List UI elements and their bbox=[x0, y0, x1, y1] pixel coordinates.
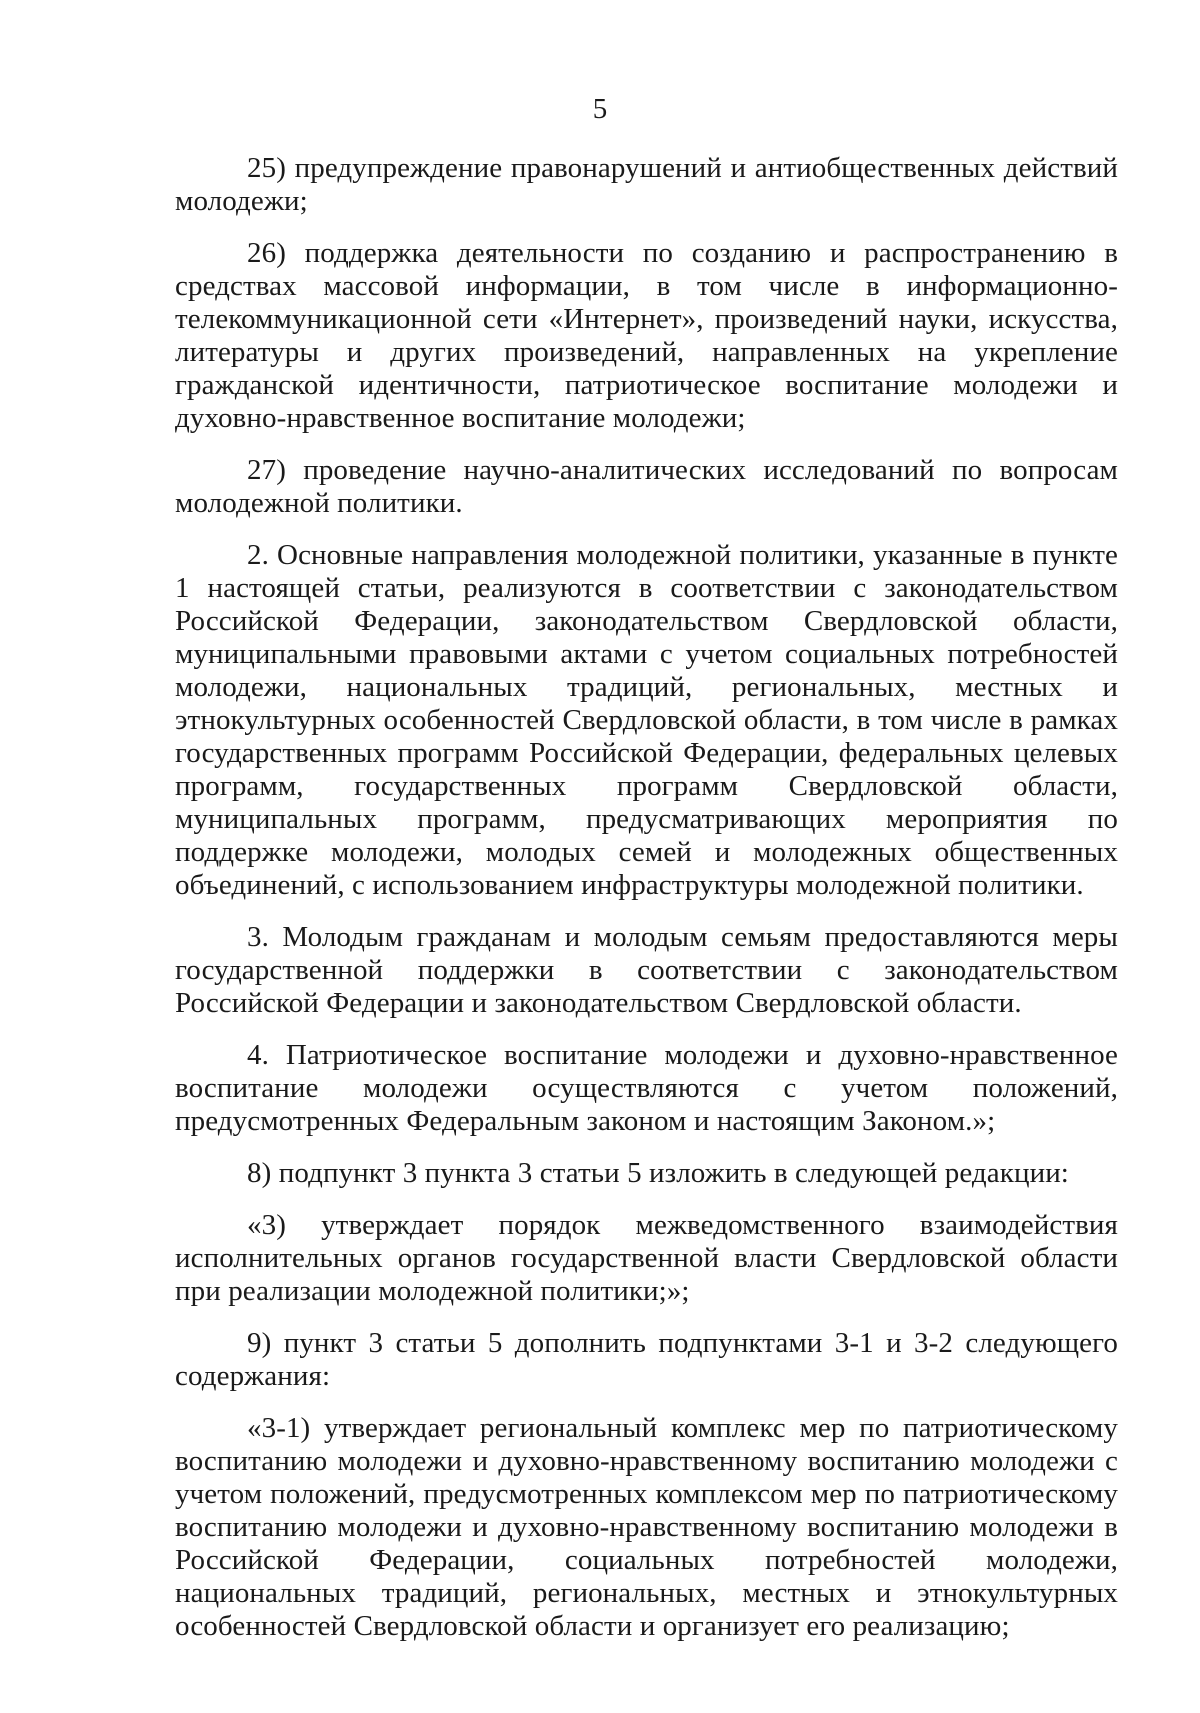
paragraph-amendment-9: 9) пункт 3 статьи 5 дополнить подпунктами 3-1 и 3-2 следующего содержания: bbox=[175, 1327, 1118, 1392]
paragraph-item-27: 27) проведение научно-аналитических исследований по вопросам молодежной политики. bbox=[175, 454, 1118, 519]
page-number: 5 bbox=[592, 93, 608, 125]
paragraph-clause-2: 2. Основные направления молодежной политики, указанные в пункте 1 настоящей статьи, реализуются в соответствии с законодательством Российской Федерации, законодательством Свердловской области, муниципальными правовыми актами с учетом социальных потребностей молодежи, национальных традиций, региональных, местных и этнокультурных особенностей Свердловской области, в том числе в рамках государственных программ Российской Федерации, федеральных целевых программ, государственных программ Свердловской области, муниципальных программ, предусматривающих мероприятия по поддержке молодежи, молодых семей и молодежных общественных объединений, с использованием инфраструктуры молодежной политики. bbox=[175, 539, 1118, 901]
paragraph-subitem-3-1: «3-1) утверждает региональный комплекс мер по патриотическому воспитанию молодежи и духовно-нравственному воспитанию молодежи с учетом положений, предусмотренных комплексом мер по патриотическому воспитанию молодежи и духовно-нравственному воспитанию молодежи в Российской Федерации, социальных потребностей молодежи, национальных традиций, региональных, местных и этнокультурных особенностей Свердловской области и организует его реализацию; bbox=[175, 1412, 1118, 1642]
document-body bbox=[175, 152, 1118, 1643]
paragraph-item-25: 25) предупреждение правонарушений и антиобщественных действий молодежи; bbox=[175, 152, 1118, 217]
paragraph-item-26: 26) поддержка деятельности по созданию и распространению в средствах массовой информации, в том числе в информационно-телекоммуникационной сети «Интернет», произведений науки, искусства, литературы и других произведений, направленных на укрепление гражданской идентичности, патриотическое воспитание молодежи и духовно-нравственное воспитание молодежи; bbox=[175, 237, 1118, 434]
paragraph-amendment-8: 8) подпункт 3 пункта 3 статьи 5 изложить в следующей редакции: bbox=[247, 1157, 1069, 1189]
paragraph-subitem-3: «3) утверждает порядок межведомственного взаимодействия исполнительных органов государственной власти Свердловской области при реализации молодежной политики;»; bbox=[175, 1209, 1118, 1307]
paragraph-clause-3: 3. Молодым гражданам и молодым семьям предоставляются меры государственной поддержки в соответствии с законодательством Российской Федерации и законодательством Свердловской области. bbox=[175, 921, 1118, 1019]
paragraph-clause-4: 4. Патриотическое воспитание молодежи и духовно-нравственное воспитание молодежи осуществляются с учетом положений, предусмотренных Федеральным законом и настоящим Законом.»; bbox=[175, 1039, 1118, 1137]
